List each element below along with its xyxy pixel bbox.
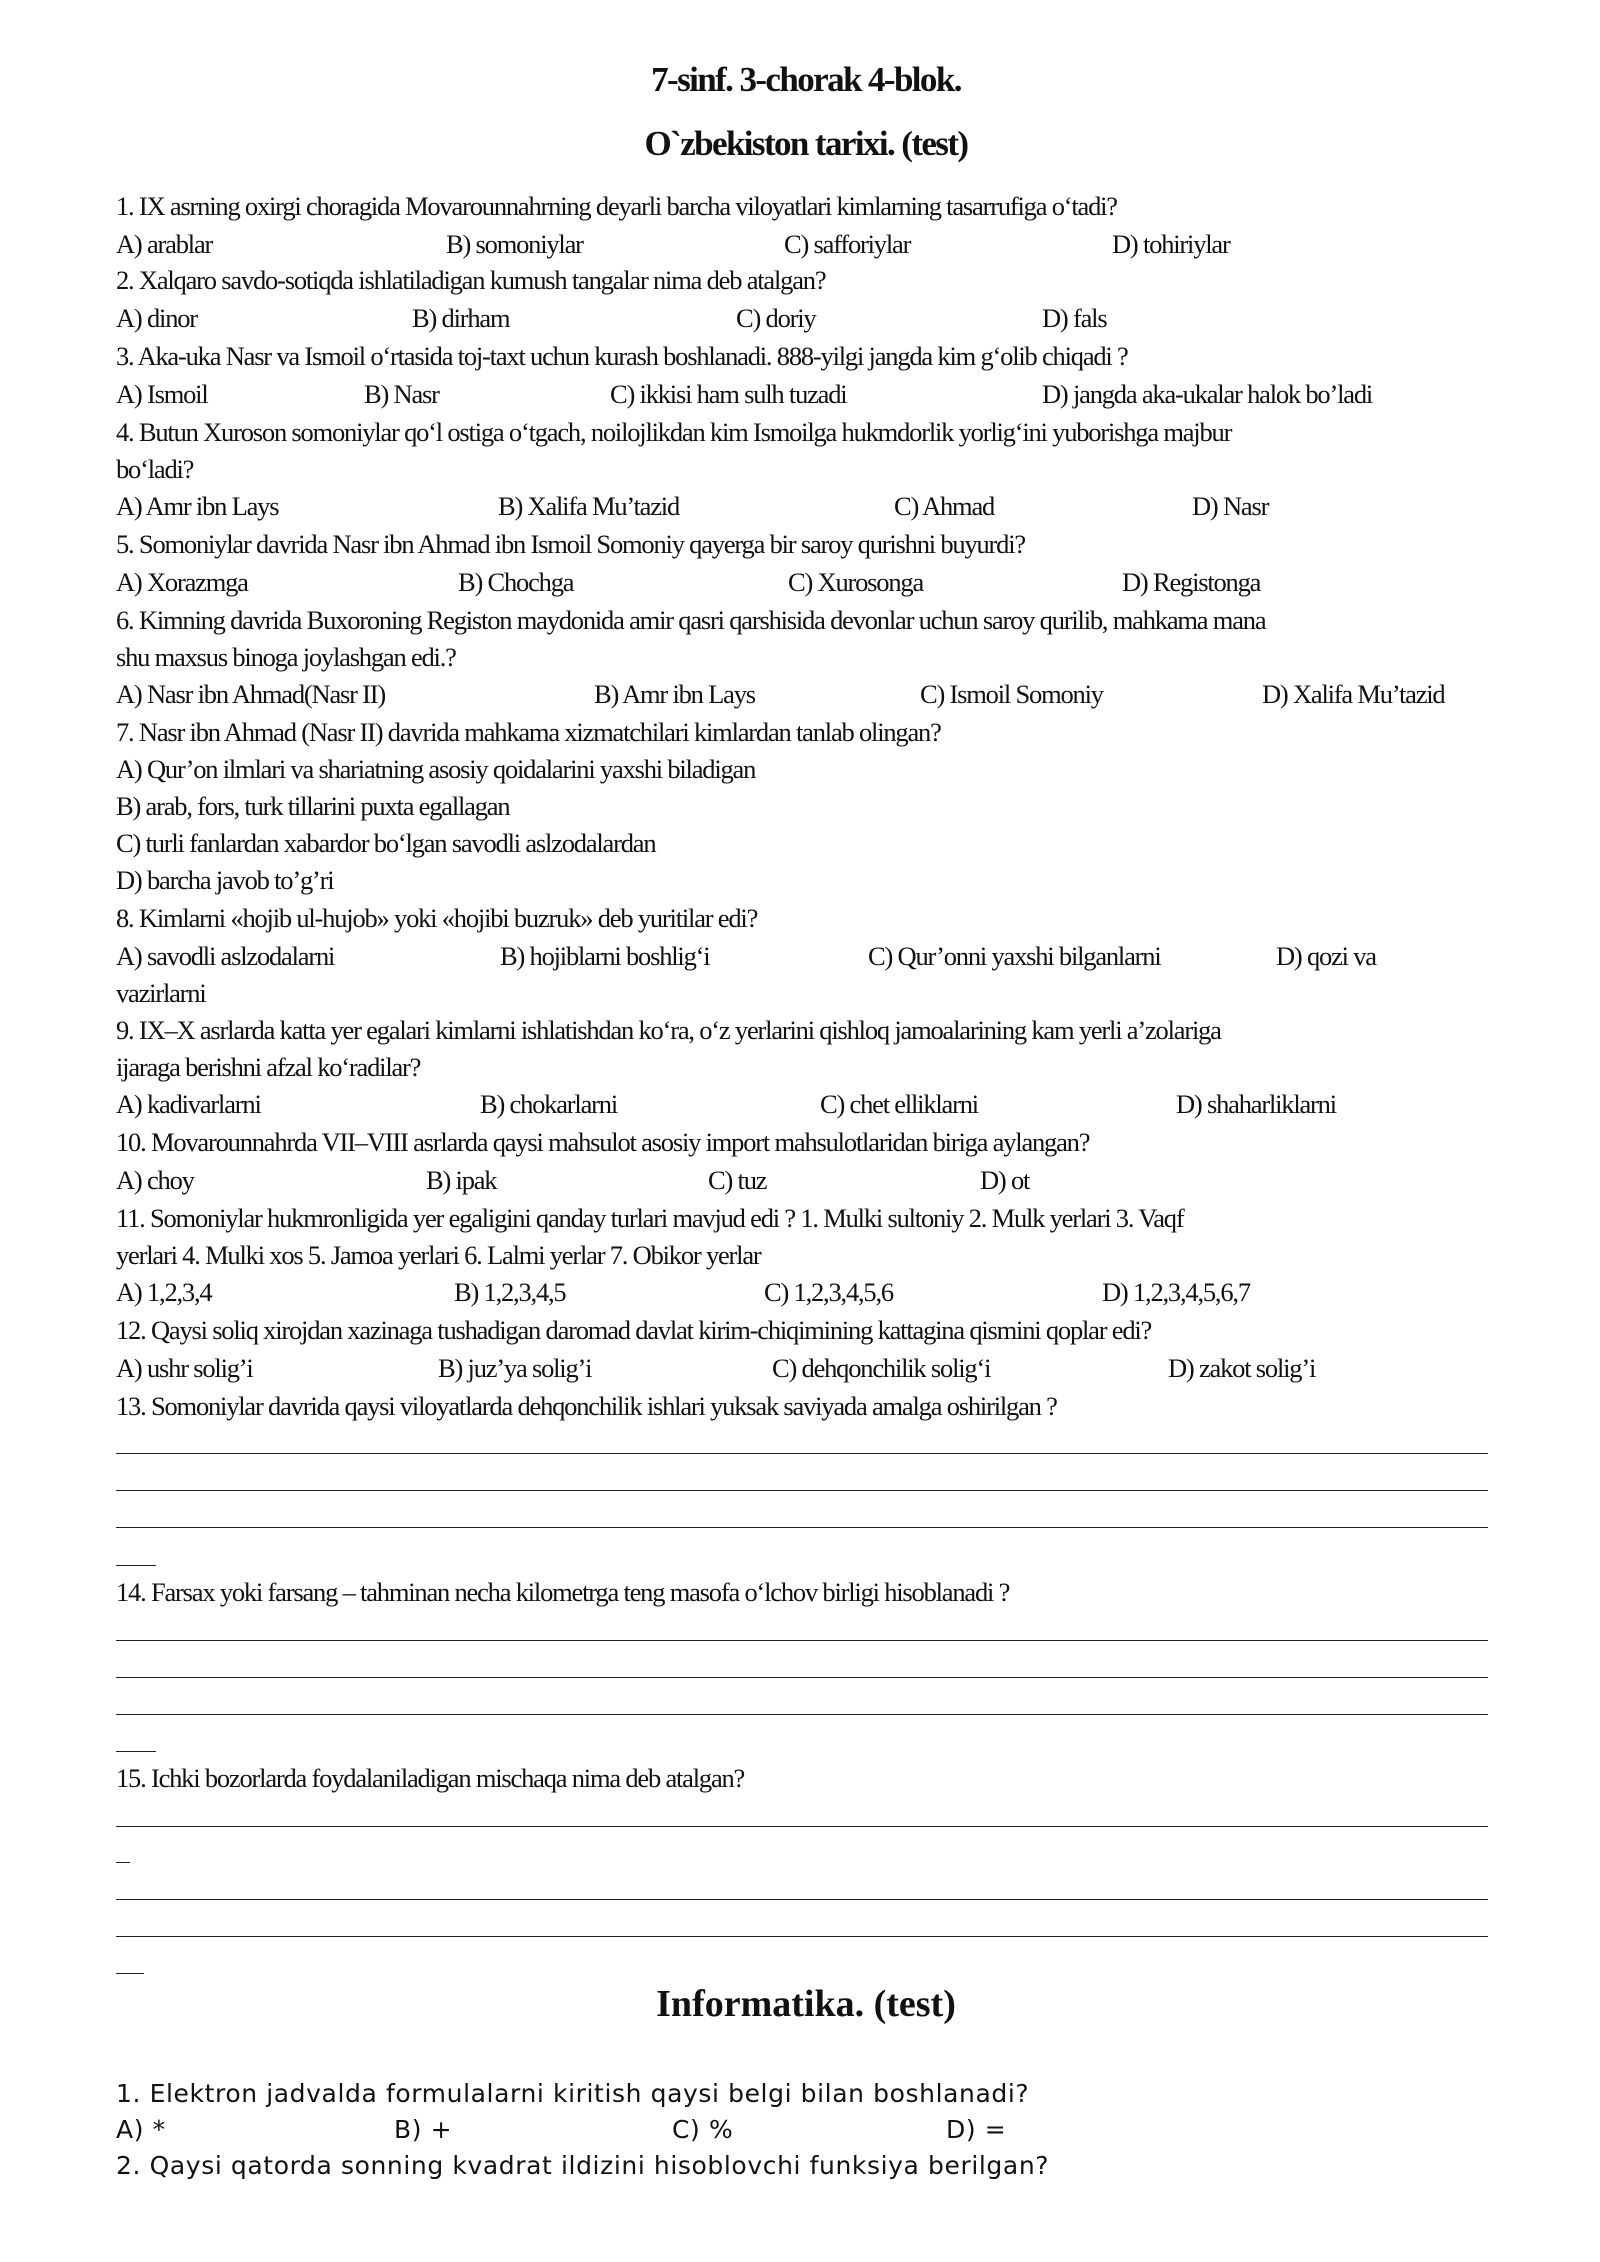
q7-option-b: B) arab, fors, turk tillarini puxta egallagan — [116, 791, 510, 821]
question-13: 13. Somoniylar davrida qaysi viloyatlarda dehqonchilik ishlari yuksak saviyada amalga oshirilgan ? — [116, 1391, 1057, 1421]
q4-option-c: C) Ahmad — [894, 491, 995, 521]
q6-option-b: B) Amr ibn Lays — [594, 679, 755, 709]
subject-title-history: O`zbekiston tarixi. (test) — [644, 124, 968, 163]
question-6: 6. Kimning davrida Buxoroning Registon maydonida amir qasri qarshisida devonlar uchun saroy qurilib, mahkama mana — [116, 605, 1266, 635]
answer-line-stub — [116, 1973, 144, 1974]
question-8: 8. Kimlarni «hojib ul-hujob» yoki «hojibi buzruk» deb yuritilar edi? — [116, 903, 758, 933]
q11-option-c: C) 1,2,3,4,5,6 — [764, 1277, 893, 1307]
q3-option-a: A) Ismoil — [116, 379, 208, 409]
q12-option-b: B) juz’ya solig’i — [438, 1353, 592, 1383]
q11-option-a: A) 1,2,3,4 — [116, 1277, 212, 1307]
q6-option-a: A) Nasr ibn Ahmad(Nasr II) — [116, 679, 386, 709]
question-10: 10. Movarounnahrda VII–VIII asrlarda qaysi mahsulot asosiy import mahsulotlaridan biriga aylangan? — [116, 1127, 1090, 1157]
q2-option-c: C) doriy — [736, 303, 816, 333]
q12-option-c: C) dehqonchilik solig‘i — [772, 1353, 991, 1383]
q1-option-d: D) tohiriylar — [1112, 229, 1230, 259]
info-q1-option-d: D) = — [946, 2115, 1007, 2144]
question-7: 7. Nasr ibn Ahmad (Nasr II) davrida mahkama xizmatchilari kimlardan tanlab olingan? — [116, 717, 941, 747]
q7-option-d: D) barcha javob to’g’ri — [116, 865, 334, 895]
q8-option-d: D) qozi va — [1276, 941, 1376, 971]
question-11-cont: yerlari 4. Mulki xos 5. Jamoa yerlari 6. Lalmi yerlar 7. Obikor yerlar — [116, 1240, 761, 1270]
q2-option-a: A) dinor — [116, 303, 197, 333]
question-9-cont: ijaraga berishni afzal ko‘radilar? — [116, 1052, 421, 1082]
info-q1-option-b: B) + — [394, 2115, 453, 2144]
q1-option-c: C) safforiylar — [784, 229, 911, 259]
q7-option-c: C) turli fanlardan xabardor bo‘lgan savodli aslzodalardan — [116, 828, 656, 858]
q3-option-c: C) ikkisi ham sulh tuzadi — [610, 379, 847, 409]
question-4: 4. Butun Xuroson somoniylar qo‘l ostiga o‘tgach, noilojlikdan kim Ismoilga hukmdorlik yorlig‘ini yuborishga majbur — [116, 417, 1232, 447]
answer-line[interactable] — [116, 1453, 1488, 1454]
q7-option-a: A) Qur’on ilmlari va shariatning asosiy qoidalarini yaxshi biladigan — [116, 754, 756, 784]
q9-option-b: B) chokarlarni — [480, 1089, 617, 1119]
q12-option-d: D) zakot solig’i — [1168, 1353, 1316, 1383]
answer-line-stub — [116, 1751, 156, 1752]
answer-line[interactable] — [116, 1936, 1488, 1937]
q11-option-b: B) 1,2,3,4,5 — [454, 1277, 566, 1307]
info-question-1: 1. Elektron jadvalda formulalarni kiritish qaysi belgi bilan boshlanadi? — [116, 2079, 1030, 2108]
answer-line-stub — [116, 1565, 156, 1566]
q10-option-c: C) tuz — [708, 1165, 767, 1195]
q2-option-b: B) dirham — [412, 303, 510, 333]
info-q1-option-a: A) * — [116, 2115, 166, 2144]
q1-option-b: B) somoniylar — [446, 229, 583, 259]
q3-option-b: B) Nasr — [364, 379, 439, 409]
q9-option-d: D) shaharliklarni — [1176, 1089, 1336, 1119]
q11-option-d: D) 1,2,3,4,5,6,7 — [1102, 1277, 1250, 1307]
answer-line-stub — [116, 1862, 130, 1863]
question-3: 3. Aka-uka Nasr va Ismoil o‘rtasida toj-taxt uchun kurash boshlanadi. 888-yilgi jangda kim g‘olib chiqadi ? — [116, 341, 1128, 371]
q4-option-d: D) Nasr — [1192, 491, 1269, 521]
q5-option-b: B) Chochga — [458, 567, 574, 597]
answer-line[interactable] — [116, 1899, 1488, 1900]
info-question-2: 2. Qaysi qatorda sonning kvadrat ildizini hisoblovchi funksiya berilgan? — [116, 2151, 1050, 2180]
answer-line[interactable] — [116, 1527, 1488, 1528]
info-q1-option-c: C) % — [672, 2115, 734, 2144]
q10-option-d: D) ot — [980, 1165, 1030, 1195]
q8-option-c: C) Qur’onni yaxshi bilganlarni — [868, 941, 1161, 971]
q8-option-d-cont: vazirlarni — [116, 978, 206, 1008]
question-5: 5. Somoniylar davrida Nasr ibn Ahmad ibn Ismoil Somoniy qayerga bir saroy qurishni buyurdi? — [116, 529, 1025, 559]
answer-line[interactable] — [116, 1826, 1488, 1827]
q10-option-b: B) ipak — [426, 1165, 497, 1195]
q5-option-a: A) Xorazmga — [116, 567, 248, 597]
answer-line[interactable] — [116, 1714, 1488, 1715]
q2-option-d: D) fals — [1042, 303, 1107, 333]
q4-option-a: A) Amr ibn Lays — [116, 491, 279, 521]
question-11: 11. Somoniylar hukmronligida yer egaligini qanday turlari mavjud edi ? 1. Mulki sultoniy 2. Mulk yerlari 3. Vaqf — [116, 1203, 1184, 1233]
q9-option-c: C) chet elliklarni — [820, 1089, 978, 1119]
question-12: 12. Qaysi soliq xirojdan xazinaga tushadigan daromad davlat kirim-chiqimining kattagina qismini qoplar edi? — [116, 1315, 1152, 1345]
q6-option-c: C) Ismoil Somoniy — [920, 679, 1103, 709]
answer-line[interactable] — [116, 1677, 1488, 1678]
answer-line[interactable] — [116, 1490, 1488, 1491]
subject-title-informatika: Informatika. (test) — [656, 1983, 956, 2025]
q6-option-d: D) Xalifa Mu’tazid — [1262, 679, 1445, 709]
q8-option-b: B) hojiblarni boshlig‘i — [500, 941, 710, 971]
q12-option-a: A) ushr solig’i — [116, 1353, 253, 1383]
q8-option-a: A) savodli aslzodalarni — [116, 941, 335, 971]
question-14: 14. Farsax yoki farsang – tahminan necha kilometrga teng masofa o‘lchov birligi hisoblanadi ? — [116, 1577, 1010, 1607]
question-6-cont: shu maxsus binoga joylashgan edi.? — [116, 642, 456, 672]
q10-option-a: A) choy — [116, 1165, 194, 1195]
question-1: 1. IX asrning oxirgi choragida Movarounnahrning deyarli barcha viloyatlari kimlarning tasarrufiga o‘tadi? — [116, 191, 1117, 221]
q9-option-a: A) kadivarlarni — [116, 1089, 261, 1119]
question-15: 15. Ichki bozorlarda foydalaniladigan mischaqa nima deb atalgan? — [116, 1763, 745, 1793]
question-2: 2. Xalqaro savdo-sotiqda ishlatiladigan kumush tangalar nima deb atalgan? — [116, 265, 826, 295]
q1-option-a: A) arablar — [116, 229, 213, 259]
q3-option-d: D) jangda aka-ukalar halok bo’ladi — [1042, 379, 1373, 409]
answer-line[interactable] — [116, 1640, 1488, 1641]
q5-option-d: D) Registonga — [1122, 567, 1261, 597]
question-4-cont: bo‘ladi? — [116, 454, 194, 484]
q4-option-b: B) Xalifa Mu’tazid — [498, 491, 680, 521]
page-title: 7-sinf. 3-chorak 4-blok. — [651, 60, 961, 99]
q5-option-c: C) Xurosonga — [788, 567, 924, 597]
question-9: 9. IX–X asrlarda katta yer egalari kimlarni ishlatishdan ko‘ra, o‘z yerlarini qishloq jamoalarining kam yerli a’zolariga — [116, 1015, 1221, 1045]
